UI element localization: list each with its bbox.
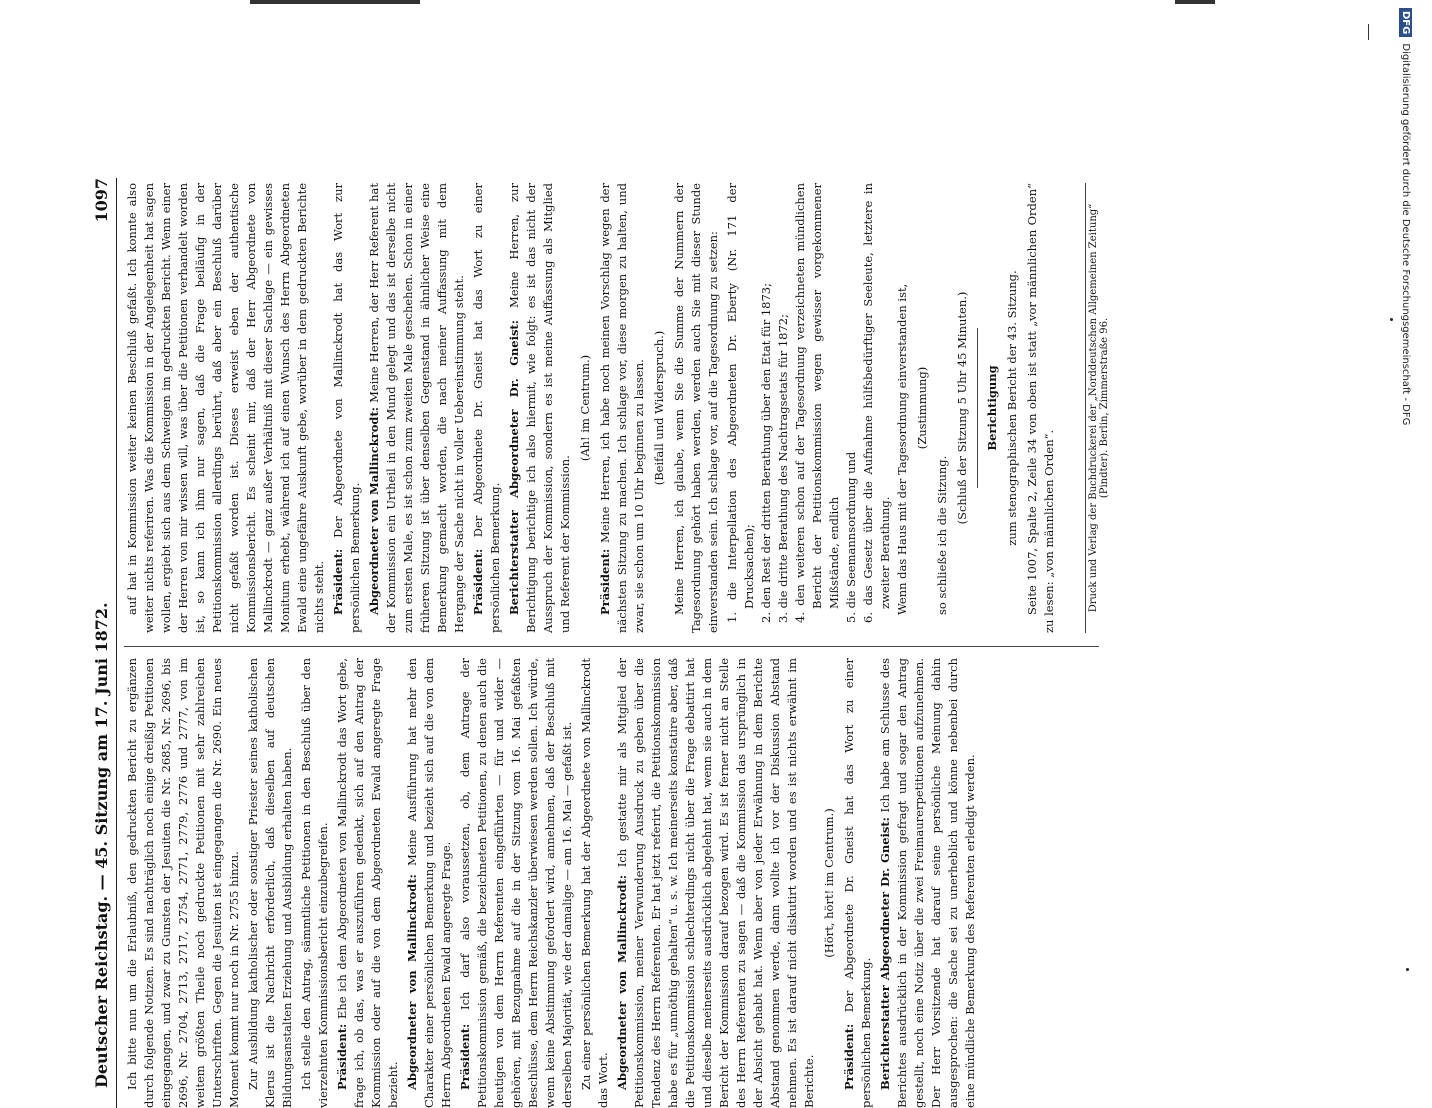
scan-edge-mark [1175, 0, 1215, 4]
body-paragraph: Ich stelle den Antrag, sämmtliche Petitionen in den Beschluß über den vierzehnten Kommissionsbericht einzubegreifen. [299, 658, 330, 1108]
speaker-name: Präsident: [471, 548, 485, 615]
speaker-name: Berichterstatter Abgeordneter Dr. Gneist: [507, 320, 521, 615]
speaker-name: Präsident: [335, 1023, 349, 1090]
interjection: (Zustimmung) [915, 366, 929, 450]
speech-paragraph [404, 658, 455, 1108]
speech-paragraph [457, 658, 576, 1108]
speaker-name: Präsident: [598, 548, 612, 615]
speaker-name: Berichterstatter Abgeordneter Dr. Gneist: [878, 817, 892, 1090]
speech-text: Ich darf also voraussetzen, ob, dem Antrage der Petitionskommission gemäß, die bezeichneten Petitionen, zu denen auch die heutigen von dem Herrn Referenten eingeführten — für und wider — gehören, mit Bezugnahme auf die in der Sitzung vom 16. Mai gefaßten Beschlüsse, dem Herrn Reichskanzler überwiesen werden sollen. Ich würde, wenn keine Abstimmung gefordert wird, annehmen, daß der Beschluß mit derselben Majorität, wie der damalige — am 16. Mai — gefaßt ist. [458, 658, 574, 1108]
speech-text: Meine Ausführung hat mehr den Charakter einer persönlichen Bemerkung und bezieht sich auf die von dem Herrn Abgeordneten Ewald angeregte Frage. [405, 657, 453, 1108]
speech-text: Meine Herren, der Herr Referent hat der Kommission ein Urtheil in den Mund gelegt und das ist derselbe nicht zum ersten Male, es ist schon zum zweiten Male geschehen. Schon in einer früheren Sitzung ist über denselben Gegenstand in ähnlicher Weise eine Bemerkung gemacht worden, die nach meiner Auffassung mit dem Hergange der Sache nicht in voller Uebereinstimmung steht. [367, 183, 466, 633]
speech-paragraph [366, 183, 468, 633]
speech-text: Ich habe am Schlusse des Berichtes ausdrücklich in der Kommission gefragt und sogar den Antrag gestellt, noch eine Notiz über die zwei Freimaurerpetitionen aufzunehmen. Der Herr Vorsitzende hat darauf seine persönliche Meinung dahin ausgesprochen: die Sache sei zu unerheblich und könne nebenbei durch eine mündliche Bemerkung des Referenten erledigt werden. [878, 658, 977, 1108]
agenda-item: 4. den weiteren schon auf der Tagesordnung verzeichneten mündlichen Bericht der Petitionskommission wegen gewisser vorgekommener Mißstände, endlich [793, 183, 841, 623]
speech-paragraph [330, 183, 364, 633]
running-header [90, 178, 117, 1108]
speech-text: Der Abgeordnete von Mallinckrodt hat das Wort zur persönlichen Bemerkung. [331, 183, 362, 633]
digitization-text-wrapper [1390, 8, 1420, 988]
speech-paragraph [614, 658, 818, 1108]
body-paragraph: Meine Herren, ich glaube, wenn Sie die Summe der Nummern der Tagesordnung gehört haben werden, werden auch Sie mit dieser Stunde einverstanden sein. Ich schlage vor, auf die Tagesordnung zu setzen: [672, 183, 720, 633]
dfg-logo: DFG [1399, 8, 1412, 37]
interjection: zum stenographischen Bericht der 43. Sitzung. [1005, 270, 1019, 546]
agenda-item: 2. den Rest der dritten Berathung über den Etat für 1873; [759, 283, 773, 623]
agenda-item: 1. die Interpellation des Abgeordneten Dr. Eberty (Nr. 171 der Drucksachen); [725, 183, 756, 623]
scan-edge-mark [250, 0, 420, 4]
page-content [90, 178, 1150, 1108]
speech-text: Der Abgeordnete Dr. Gneist hat das Wort zu einer persönlichen Bemerkung. [842, 658, 873, 1108]
speech-paragraph [841, 658, 875, 1108]
speaker-name: Abgeordneter von Mallinckrodt: [615, 874, 629, 1090]
interjection: (Ah! im Centrum.) [578, 354, 592, 462]
speech-paragraph [506, 183, 574, 633]
agenda-item: 5. die Seemannsordnung und [844, 451, 858, 623]
column-divider [124, 646, 1099, 647]
body-paragraph: Ich bitte nun um die Erlaubniß, den gedruckten Bericht zu ergänzen durch folgende Notizen. Es sind nachträglich noch einige dreißig Petitionen eingegangen, und zwar zu Gunsten der Jesuiten die Nr. 2685, Nr. 2696, bis 2696, Nr. 2704, 2713, 2717, 2754, 2771, 2779, 2776 und 2777, von im weitem größten Theile noch gedruckte Petitionen mit sehr zahlreichen Unterschriften. Gegen die Jesuiten ist eingegangen die Nr. 2690. Ein neues Moment kommt nur noch in Nr. 2755 hinzu. [125, 658, 241, 1108]
agenda-item: 6. das Gesetz über die Aufnahme hülfsbedürftiger Seeleute, letztere in zweiter Berathung. [861, 183, 892, 623]
speaker-name: Abgeordneter von Mallinckrodt: [405, 874, 419, 1090]
right-column [124, 183, 1104, 633]
interjection: (Beifall und Widerspruch.) [652, 330, 666, 486]
speaker-name: Präsident: [331, 548, 345, 615]
interjection: (Schluß der Sitzung 5 Uhr 45 Minuten.) [955, 291, 969, 525]
speech-paragraph [334, 658, 402, 1108]
left-column [124, 658, 1104, 1108]
digitization-text: Digitalisierung gefördert durch die Deutsche Forschungsgemeinschaft - DFG [1400, 43, 1411, 426]
section-rule [977, 328, 978, 488]
speech-paragraph [470, 183, 504, 633]
body-paragraph: Seite 1007, Spalte 2, Zeile 34 von oben ist statt „vor männlichen Orden“ zu lesen: „von männlichen Orden“. [1025, 183, 1056, 633]
body-paragraph: Wenn das Haus mit der Tagesordnung einverstanden ist, [895, 283, 909, 615]
digitization-note [1390, 8, 1420, 988]
rotated-page [90, 108, 1130, 1108]
printer-imprint: Druck und Verlag der Buchdruckerei der „Norddeutschen Allgemeinen Zeitung“ (Pindter). Berlin, Zimmerstraße 96. [1085, 183, 1110, 633]
header-title: Deutscher Reichstag. — 45. Sitzung am 17. Juni 1872. [92, 602, 111, 1088]
speaker-name: Präsident: [842, 1023, 856, 1090]
speech-text: Der Abgeordnete Dr. Gneist hat das Wort zu einer persönlichen Bemerkung. [471, 183, 502, 633]
margin-mark [1368, 24, 1369, 40]
speaker-name: Präsident: [458, 1023, 472, 1090]
body-paragraph: Zur Ausbildung katholischer oder sonstiger Priester seines katholischen Klerus ist die Nachricht erforderlich, daß dieselben auf deutschen Bildungsanstalten Erziehung und Ausbildung erhalten haben. [246, 658, 294, 1108]
agenda-item: 3. die dritte Berathung des Nachtragsetats für 1872; [776, 314, 790, 623]
speech-text: Ich gestatte mir als Mitglied der Petitionskommission, meiner Verwunderung Ausdruck zu geben über die Tendenz des Herrn Referenten. Er hat jetzt referirt, die Petitionskommission habe es für „unnöthig gehalten“ u. s. w. Ich meinerseits konstatire aber, daß die Petitionskommission schlechterdings nicht über die Frage debattirt hat und dieselbe meinerseits ausdrücklich abgelehnt hat, wenn sie auch in dem Bericht der Kommission darauf bezogen wird. Es ist ferner nicht an Stelle des Herrn Referenten zu sagen — daß die Kommission das ursprünglich in der Absicht gehabt hat. Wenn aber von jeder Erwähnung in dem Berichte Abstand genommen werde, dann wollte ich vor der Diskussion Abstand nehmen. Es ist darauf nicht diskutirt worden und es ist nichts erwähnt im Berichte. [615, 658, 816, 1108]
body-paragraph: so schließe ich die Sitzung. [935, 455, 949, 615]
page-number: 1097 [92, 178, 111, 223]
interjection: (Hört, hört! im Centrum.) [822, 808, 836, 958]
speech-text: Meine Herren, ich habe noch meinen Vorschlag wegen der nächsten Sitzung zu machen. Ich schlage vor, diese morgen zu halten, und zwar, sie schon um 10 Uhr beginnen zu lassen. [598, 183, 646, 633]
speaker-name: Abgeordneter von Mallinckrodt: [367, 406, 381, 615]
body-paragraph: auf hat in Kommission weiter keinen Beschluß gefaßt. Ich konnte also weiter nichts referiren. Was die Kommission in der Angelegenheit hat sagen wollen, ergiebt sich aus dem Schweigen im gedruckten Bericht. Wenn einer der Herren von mir wissen will, was über die Petitionen verhandelt worden ist, so kann ich ihm nur sagen, daß die Frage beiläufig in der Petitionskommission allerdings berührt, daß aber ein Beschluß darüber nicht gefaßt worden ist. Dieses erweist eben der authentische Kommissionsbericht. Es scheint mir, daß der Herr Abgeordnete von Mallinckrodt — ganz außer Verhältniß mit dieser Sachlage — ein gewisses Monitum erhebt, während ich auf einen Wunsch des Herrn Abgeordneten Ewald eine ungefähre Auskunft gebe, worüber in dem gedruckten Berichte nichts steht. [125, 183, 326, 633]
text-columns [124, 178, 1124, 1108]
speech-text: Ehe ich dem Abgeordneten von Mallinckrodt das Wort gebe, frage ich, ob das, was er auszuführen gedenkt, sich auf den Antrag der Kommission oder auf die von dem Abgeordneten Ewald angeregte Frage bezieht. [335, 658, 400, 1108]
speech-paragraph [877, 658, 979, 1108]
section-heading: Berichtigung [985, 365, 999, 451]
body-paragraph: Zu einer persönlichen Bemerkung hat der Abgeordnete von Mallinckrodt das Wort. [579, 658, 610, 1108]
speech-paragraph [597, 183, 648, 633]
speech-text: Meine Herren, zur Berichtigung berichtige ich also hiermit, wie folgt: es ist das nicht der Ausspruch der Kommission, sondern es ist meine Auffassung als Mitglied und Referent der Kommission. [507, 183, 572, 633]
